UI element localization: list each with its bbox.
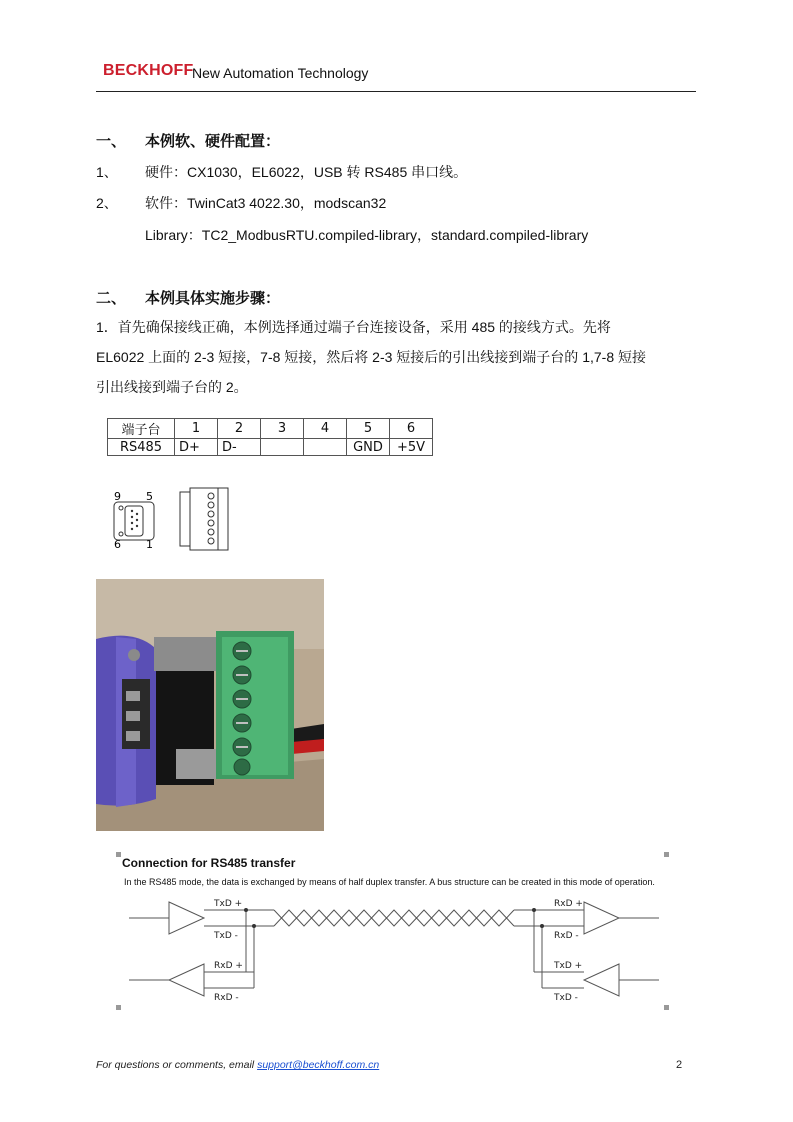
section1-item1-number: 1、 — [96, 164, 118, 180]
mount-hole — [119, 506, 123, 510]
table-cell: GND — [347, 439, 390, 456]
section1-item1-text: 硬件：CX1030，EL6022，USB 转 RS485 串口线。 — [145, 164, 468, 180]
header-tagline: New Automation Technology — [192, 65, 369, 81]
section2-paragraph — [96, 312, 696, 402]
table-row — [108, 439, 433, 456]
table-cell — [261, 439, 304, 456]
wire-label: TxD + — [214, 899, 243, 909]
dsub-shell — [125, 506, 143, 536]
wire-label: RxD + — [214, 961, 243, 971]
table-cell: 端子台 — [108, 419, 175, 439]
diagram-subtitle: In the RS485 mode, the data is exchanged by means of half duplex transfer. A bus structure can be created in this mode of operation. — [124, 877, 655, 887]
connector-drawing — [108, 484, 248, 554]
section1-number: 一、 — [96, 133, 127, 150]
beckhoff-logo: BECKHOFF — [103, 62, 194, 79]
rs485-wiring — [114, 888, 674, 1015]
pin-table — [107, 418, 433, 456]
table-cell: 6 — [390, 419, 433, 439]
section1-item2-number: 2、 — [96, 195, 118, 211]
table-row — [108, 419, 433, 439]
pin-label: 5 — [146, 490, 153, 503]
wire-label: RxD + — [554, 899, 583, 909]
mount-hole — [119, 532, 123, 536]
table-cell: +5V — [390, 439, 433, 456]
dsub-outline — [114, 502, 154, 540]
connector-photo — [96, 579, 324, 831]
terminal-side — [180, 492, 190, 546]
section1-item2-text: 软件：TwinCat3 4022.30，modscan32 — [145, 195, 387, 211]
dsub-pins — [131, 510, 138, 530]
table-cell: 5 — [347, 419, 390, 439]
wire-label: TxD + — [554, 961, 583, 971]
pin-label: 1 — [146, 538, 153, 551]
paragraph-line: 1．首先确保接线正确，本例选择通过端子台连接设备，采用 485 的接线方式。先将 — [96, 319, 611, 335]
corner-handle — [116, 852, 121, 857]
wire-label: RxD - — [214, 993, 239, 1003]
paragraph-line: 引出线接到端子台的 2。 — [96, 379, 248, 395]
wire-label: TxD - — [554, 993, 578, 1003]
support-email-link[interactable]: support@beckhoff.com.cn — [257, 1059, 380, 1071]
rs485-diagram — [114, 850, 674, 1015]
footer-note — [96, 1059, 379, 1071]
section2-title: 本例具体实施步骤： — [145, 290, 281, 307]
table-cell: 4 — [304, 419, 347, 439]
table-cell: 2 — [218, 419, 261, 439]
section2-number: 二、 — [96, 290, 127, 307]
table-cell: D+ — [175, 439, 218, 456]
corner-handle — [664, 852, 669, 857]
table-cell — [304, 439, 347, 456]
wire-label: RxD - — [554, 931, 579, 941]
footer-note-text: For questions or comments, email — [96, 1059, 258, 1071]
table-cell: 3 — [261, 419, 304, 439]
header-divider — [96, 91, 696, 92]
pin-label: 9 — [114, 490, 121, 503]
table-cell: 1 — [175, 419, 218, 439]
wire-label: TxD - — [214, 931, 238, 941]
paragraph-line: EL6022 上面的 2-3 短接，7-8 短接，然后将 2-3 短接后的引出线接到端子台的 1,7-8 短接 — [96, 349, 646, 365]
section1-title: 本例软、硬件配置： — [145, 133, 281, 150]
pin-label: 6 — [114, 538, 121, 551]
diagram-title: Connection for RS485 transfer — [122, 856, 296, 870]
section1-library-line: Library：TC2_ModbusRTU.compiled-library，standard.compiled-library — [145, 227, 589, 243]
terminal-screws — [208, 493, 214, 544]
table-cell: D- — [218, 439, 261, 456]
page-number: 2 — [676, 1059, 683, 1071]
table-cell: RS485 — [108, 439, 175, 456]
